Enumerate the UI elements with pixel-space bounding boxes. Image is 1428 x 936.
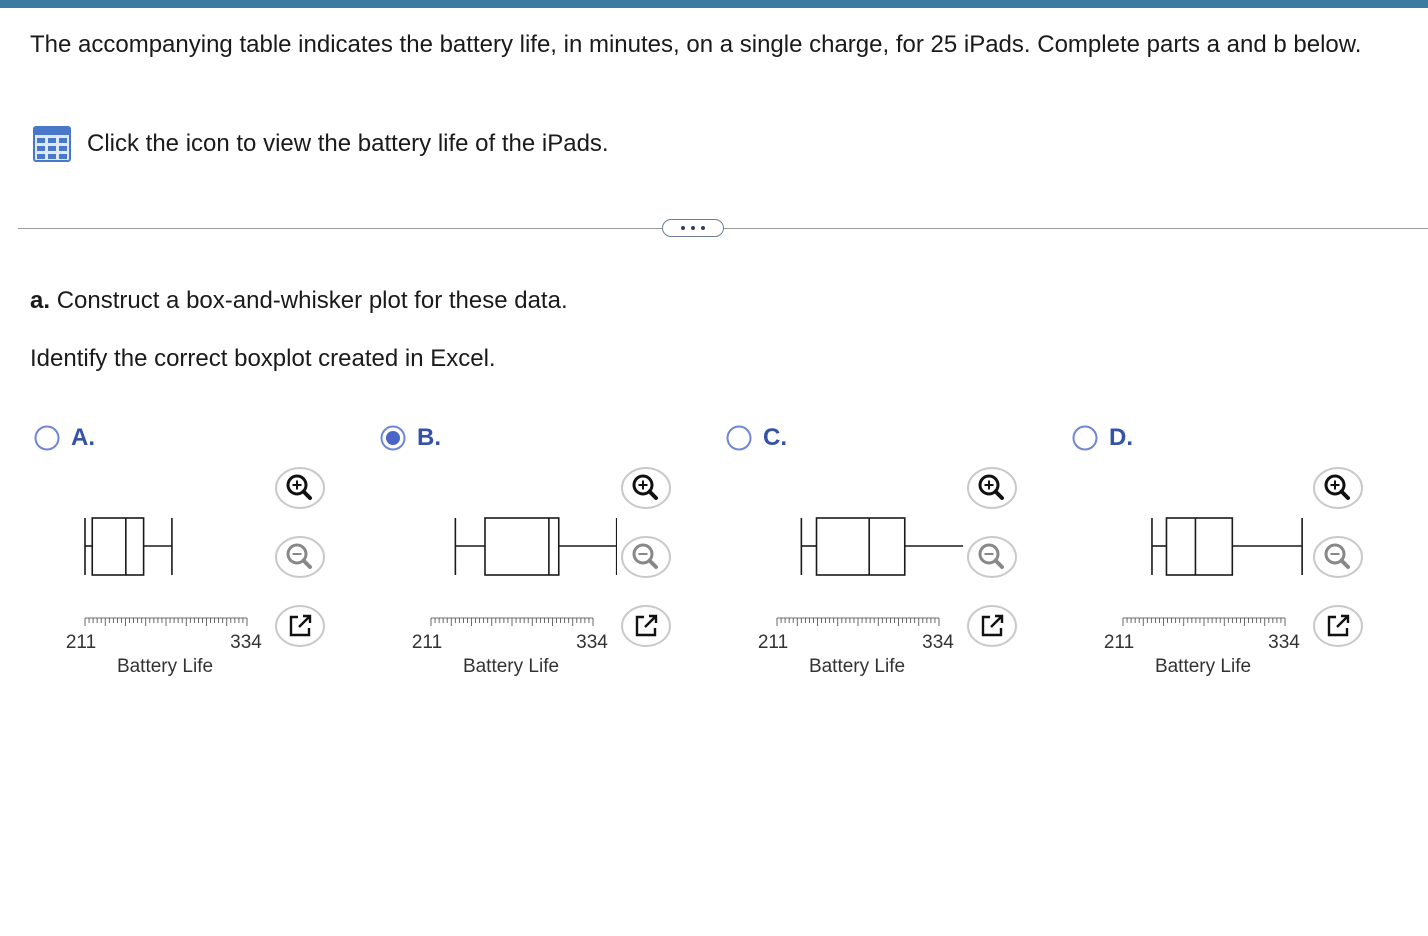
- answer-option-c[interactable]: [723, 418, 1053, 688]
- zoom-out-icon[interactable]: [1312, 535, 1364, 579]
- axis-title: Battery Life: [808, 656, 906, 677]
- expand-more-button[interactable]: [662, 219, 724, 237]
- view-data-link[interactable]: [33, 126, 609, 162]
- radio-a[interactable]: [34, 425, 60, 451]
- option-letter: D.: [1109, 424, 1133, 451]
- open-external-icon[interactable]: [966, 604, 1018, 648]
- instruction-text: Identify the correct boxplot created in Excel.: [30, 345, 496, 372]
- top-accent-bar: [0, 0, 1428, 8]
- zoom-out-icon[interactable]: [966, 535, 1018, 579]
- zoom-in-icon[interactable]: [274, 466, 326, 510]
- radio-b[interactable]: [380, 425, 406, 451]
- axis-max-label: 334: [1268, 632, 1300, 653]
- option-letter: C.: [763, 424, 787, 451]
- open-external-icon[interactable]: [274, 604, 326, 648]
- answer-option-a[interactable]: [31, 418, 361, 688]
- axis-min-label: 211: [1103, 632, 1135, 653]
- axis-title: Battery Life: [462, 656, 560, 677]
- boxplot-d: [1069, 468, 1309, 678]
- radio-c[interactable]: [726, 425, 752, 451]
- axis-min-label: 211: [757, 632, 789, 653]
- axis-ticks: [1123, 618, 1285, 626]
- table-grid-icon[interactable]: [33, 126, 71, 162]
- box-iqr: [485, 518, 559, 575]
- answer-option-d[interactable]: [1069, 418, 1399, 688]
- axis-max-label: 334: [576, 632, 608, 653]
- axis-title: Battery Life: [1154, 656, 1252, 677]
- open-external-icon[interactable]: [620, 604, 672, 648]
- view-data-link-text[interactable]: Click the icon to view the battery life of the iPads.: [87, 130, 609, 157]
- zoom-in-icon[interactable]: [620, 466, 672, 510]
- boxplot-b: [377, 468, 617, 678]
- axis-min-label: 211: [411, 632, 443, 653]
- zoom-out-icon[interactable]: [620, 535, 672, 579]
- question-intro: The accompanying table indicates the battery life, in minutes, on a single charge, for 25 iPads. Complete parts a and b below.: [30, 31, 1362, 58]
- axis-title: Battery Life: [116, 656, 214, 677]
- box-iqr: [1166, 518, 1232, 575]
- axis-max-label: 334: [922, 632, 954, 653]
- ellipsis-icon: [701, 226, 705, 230]
- zoom-in-icon[interactable]: [966, 466, 1018, 510]
- option-letter: A.: [71, 424, 95, 451]
- axis-max-label: 334: [230, 632, 262, 653]
- answer-option-b[interactable]: [377, 418, 707, 688]
- zoom-in-icon[interactable]: [1312, 466, 1364, 510]
- axis-ticks: [85, 618, 247, 626]
- ellipsis-icon: [681, 226, 685, 230]
- part-a-prompt: [30, 287, 568, 315]
- axis-ticks: [431, 618, 593, 626]
- part-a-text: Construct a box-and-whisker plot for these data.: [56, 287, 568, 314]
- box-iqr: [817, 518, 905, 575]
- axis-min-label: 211: [65, 632, 97, 653]
- boxplot-c: [723, 468, 963, 678]
- open-external-icon[interactable]: [1312, 604, 1364, 648]
- ellipsis-icon: [691, 226, 695, 230]
- axis-ticks: [777, 618, 939, 626]
- option-letter: B.: [417, 424, 441, 451]
- zoom-out-icon[interactable]: [274, 535, 326, 579]
- boxplot-a: [31, 468, 271, 678]
- part-a-label: a.: [30, 287, 51, 314]
- box-iqr: [92, 518, 143, 575]
- radio-d[interactable]: [1072, 425, 1098, 451]
